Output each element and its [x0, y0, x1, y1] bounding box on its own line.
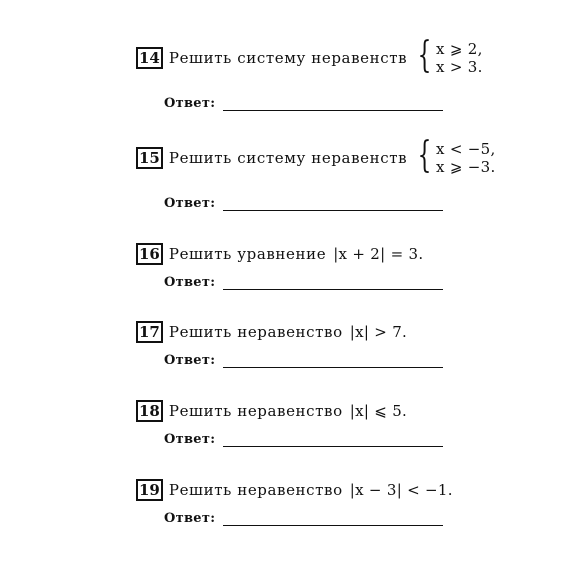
problem-number: 17 [136, 321, 163, 343]
problem-number: 14 [136, 47, 163, 69]
answer-row-19 [164, 511, 443, 526]
problem-16 [136, 243, 423, 265]
answer-row-18 [164, 432, 443, 447]
problem-15 [136, 135, 496, 176]
inequality-system [413, 135, 496, 176]
problem-number: 18 [136, 400, 163, 422]
system-line-1: x ⩾ 2, [436, 40, 483, 58]
answer-field[interactable] [223, 98, 443, 111]
system-line-2: x ⩾ −3. [436, 158, 496, 176]
problem-expression: |x + 2| = 3. [333, 245, 424, 263]
brace-icon: { [417, 135, 432, 176]
answer-label: Ответ: [164, 511, 216, 526]
problem-statement: Решить систему неравенств [168, 49, 408, 67]
problem-expression: |x| ⩽ 5. [349, 402, 408, 420]
problem-14 [136, 35, 483, 76]
answer-field[interactable] [223, 434, 443, 447]
brace-icon: { [417, 35, 432, 76]
problem-19 [136, 479, 453, 501]
problem-number: 19 [136, 479, 163, 501]
problem-expression: |x| > 7. [349, 323, 408, 341]
answer-label: Ответ: [164, 432, 216, 447]
answer-label: Ответ: [164, 96, 216, 111]
answer-label: Ответ: [164, 353, 216, 368]
answer-field[interactable] [223, 355, 443, 368]
answer-row-14 [164, 96, 443, 111]
answer-label: Ответ: [164, 275, 216, 290]
problem-statement: Решить неравенство [168, 323, 343, 341]
problem-statement: Решить неравенство [168, 481, 343, 499]
problem-statement: Решить неравенство [168, 402, 343, 420]
problem-18 [136, 400, 407, 422]
answer-label: Ответ: [164, 196, 216, 211]
answer-row-16 [164, 275, 443, 290]
answer-row-17 [164, 353, 443, 368]
answer-field[interactable] [223, 513, 443, 526]
answer-row-15 [164, 196, 443, 211]
problem-expression: |x − 3| < −1. [349, 481, 453, 499]
system-line-2: x > 3. [436, 58, 483, 76]
answer-field[interactable] [223, 277, 443, 290]
problem-number: 16 [136, 243, 163, 265]
problem-17 [136, 321, 407, 343]
problem-statement: Решить систему неравенств [168, 149, 408, 167]
system-line-1: x < −5, [436, 140, 496, 158]
problem-number: 15 [136, 147, 163, 169]
inequality-system [413, 35, 483, 76]
answer-field[interactable] [223, 198, 443, 211]
problem-statement: Решить уравнение [168, 245, 327, 263]
